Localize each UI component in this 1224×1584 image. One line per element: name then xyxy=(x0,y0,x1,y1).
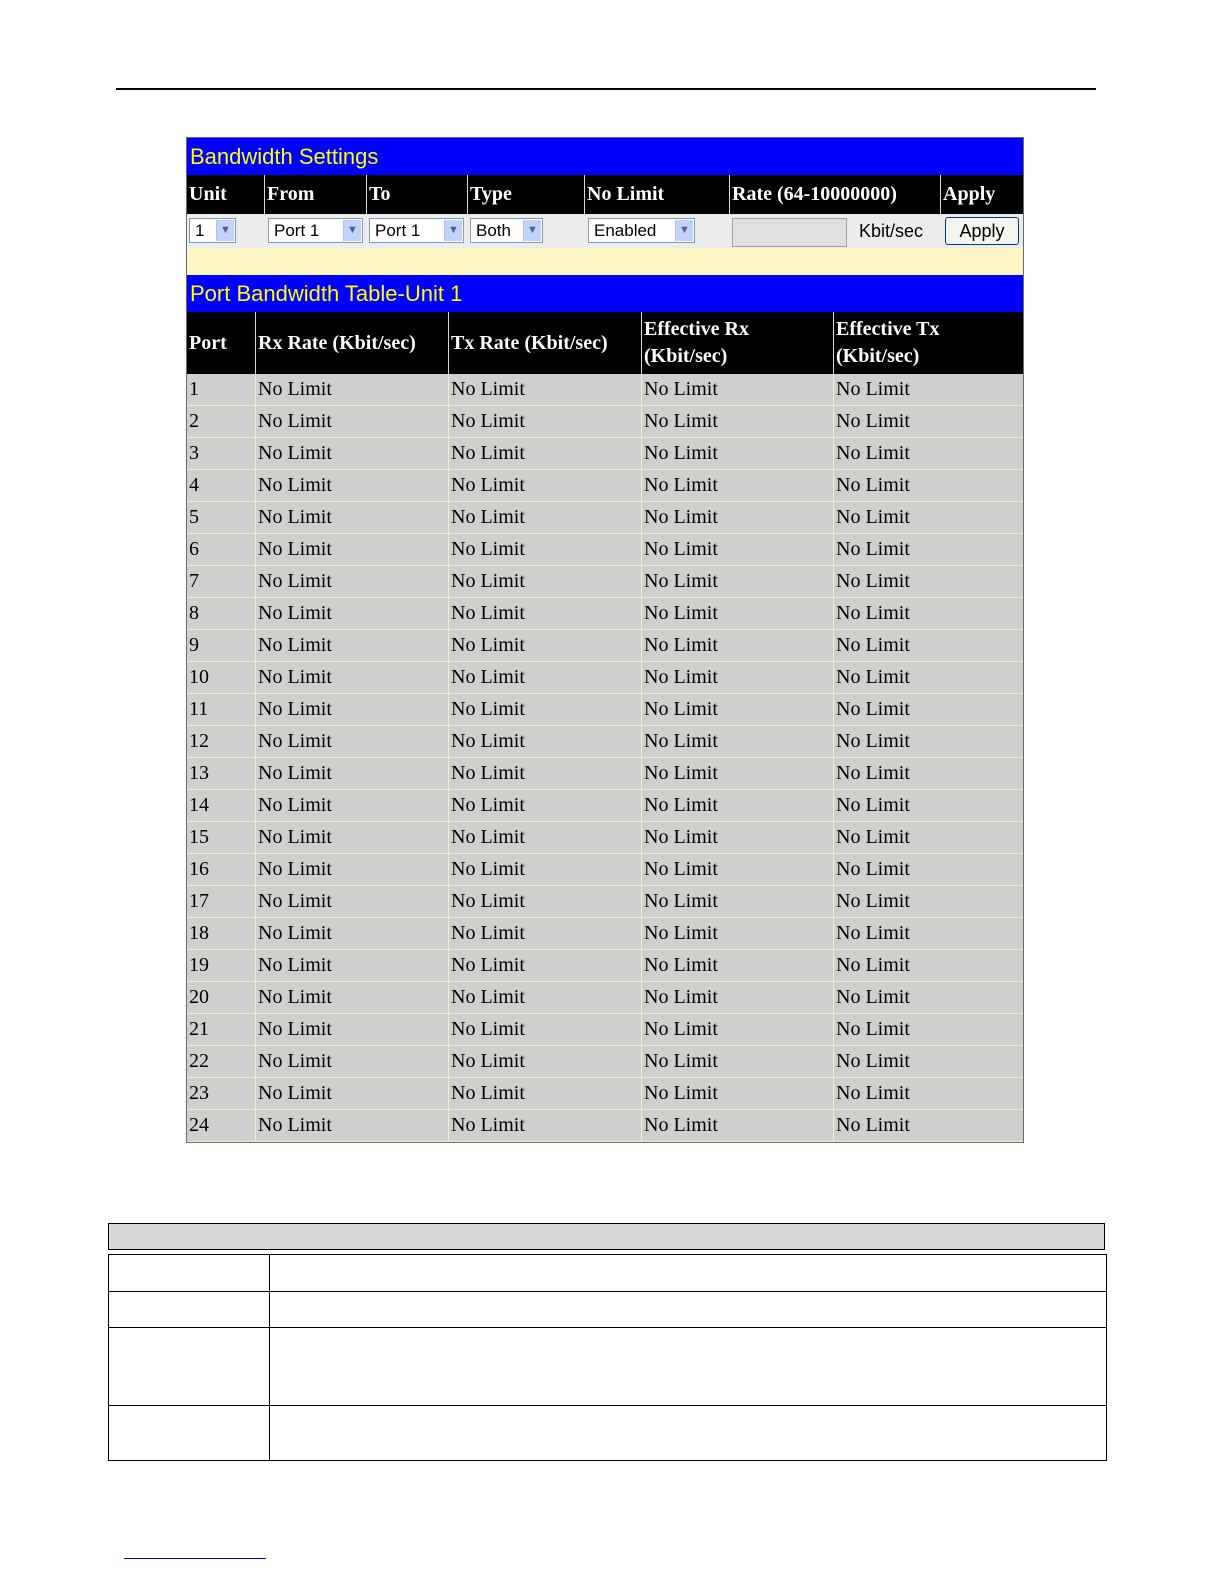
description-term-cell xyxy=(109,1292,270,1327)
effective-rx-cell: No Limit xyxy=(642,758,834,789)
tx-rate-cell: No Limit xyxy=(449,374,642,405)
table-row xyxy=(187,502,1023,534)
from-port-select[interactable] xyxy=(268,218,363,243)
table-row xyxy=(187,598,1023,630)
rx-rate-cell: No Limit xyxy=(256,758,449,789)
settings-control-row xyxy=(187,214,1023,248)
effective-rx-cell: No Limit xyxy=(642,726,834,757)
effective-rx-cell: No Limit xyxy=(642,502,834,533)
effective-tx-cell: No Limit xyxy=(836,698,910,720)
effective-tx-cell: No Limit xyxy=(836,826,910,848)
header-port: Port xyxy=(187,312,256,374)
description-term-cell xyxy=(109,1406,270,1460)
effective-tx-cell: No Limit xyxy=(836,858,910,880)
rx-rate-cell: No Limit xyxy=(256,662,449,693)
tx-rate-cell: No Limit xyxy=(449,438,642,469)
effective-tx-cell: No Limit xyxy=(836,1018,910,1040)
rx-rate-cell: No Limit xyxy=(256,1014,449,1045)
tx-rate-cell: No Limit xyxy=(449,470,642,501)
rx-rate-cell: No Limit xyxy=(256,470,449,501)
tx-rate-cell: No Limit xyxy=(449,758,642,789)
rx-rate-cell: No Limit xyxy=(256,1046,449,1077)
tx-rate-cell: No Limit xyxy=(449,534,642,565)
chevron-down-icon: ▼ xyxy=(444,220,462,241)
port-cell: 17 xyxy=(187,886,256,917)
rx-rate-cell: No Limit xyxy=(256,630,449,661)
table-row xyxy=(187,854,1023,886)
table-row xyxy=(187,1078,1023,1110)
rx-rate-cell: No Limit xyxy=(256,534,449,565)
table-row xyxy=(187,374,1023,406)
effective-tx-cell: No Limit xyxy=(836,762,910,784)
no-limit-value: Enabled xyxy=(594,221,657,240)
apply-button[interactable]: Apply xyxy=(945,217,1019,245)
table-row xyxy=(187,726,1023,758)
table-row xyxy=(187,982,1023,1014)
tx-rate-cell: No Limit xyxy=(449,918,642,949)
tx-rate-cell: No Limit xyxy=(449,694,642,725)
tx-rate-cell: No Limit xyxy=(449,950,642,981)
port-cell: 7 xyxy=(187,566,256,597)
tx-rate-cell: No Limit xyxy=(449,726,642,757)
description-row xyxy=(109,1291,1106,1327)
header-no-limit: No Limit xyxy=(585,175,730,214)
effective-rx-cell: No Limit xyxy=(642,886,834,917)
tx-rate-cell: No Limit xyxy=(449,1014,642,1045)
table-row xyxy=(187,886,1023,918)
type-select[interactable] xyxy=(470,218,543,243)
chevron-down-icon: ▼ xyxy=(343,220,361,241)
tx-rate-cell: No Limit xyxy=(449,1078,642,1109)
effective-rx-cell: No Limit xyxy=(642,662,834,693)
effective-rx-cell: No Limit xyxy=(642,598,834,629)
chevron-down-icon: ▼ xyxy=(675,220,693,241)
tx-rate-cell: No Limit xyxy=(449,502,642,533)
effective-rx-cell: No Limit xyxy=(642,374,834,405)
header-effective-rx: Effective Rx (Kbit/sec) xyxy=(642,312,834,374)
header-rate: Rate (64-10000000) xyxy=(730,175,941,214)
effective-tx-cell: No Limit xyxy=(836,1114,910,1136)
tx-rate-cell: No Limit xyxy=(449,886,642,917)
table-row xyxy=(187,406,1023,438)
tx-rate-cell: No Limit xyxy=(449,854,642,885)
effective-tx-cell: No Limit xyxy=(836,378,910,400)
unit-select[interactable] xyxy=(189,218,236,243)
page-top-rule xyxy=(116,88,1096,90)
port-bandwidth-table xyxy=(187,374,1023,1142)
port-cell: 24 xyxy=(187,1110,256,1141)
footer-link-rule xyxy=(124,1558,266,1559)
tx-rate-cell: No Limit xyxy=(449,790,642,821)
port-cell: 11 xyxy=(187,694,256,725)
port-cell: 5 xyxy=(187,502,256,533)
to-port-select[interactable] xyxy=(369,218,464,243)
port-cell: 13 xyxy=(187,758,256,789)
tx-rate-cell: No Limit xyxy=(449,662,642,693)
effective-rx-cell: No Limit xyxy=(642,790,834,821)
header-apply: Apply xyxy=(943,183,996,205)
effective-rx-cell: No Limit xyxy=(642,630,834,661)
effective-tx-cell: No Limit xyxy=(836,1082,910,1104)
tx-rate-cell: No Limit xyxy=(449,1110,642,1141)
decorative-pattern-row xyxy=(187,248,1023,275)
rx-rate-cell: No Limit xyxy=(256,438,449,469)
tx-rate-cell: No Limit xyxy=(449,406,642,437)
port-cell: 19 xyxy=(187,950,256,981)
rx-rate-cell: No Limit xyxy=(256,1110,449,1141)
table-row xyxy=(187,566,1023,598)
effective-tx-cell: No Limit xyxy=(836,506,910,528)
unit-select-value: 1 xyxy=(195,221,205,240)
tx-rate-cell: No Limit xyxy=(449,566,642,597)
header-effective-tx: Effective Tx (Kbit/sec) xyxy=(836,318,940,367)
effective-rx-cell: No Limit xyxy=(642,1110,834,1141)
port-cell: 3 xyxy=(187,438,256,469)
port-cell: 9 xyxy=(187,630,256,661)
effective-tx-cell: No Limit xyxy=(836,922,910,944)
port-cell: 21 xyxy=(187,1014,256,1045)
effective-tx-cell: No Limit xyxy=(836,666,910,688)
bandwidth-panel xyxy=(186,137,1024,1143)
effective-tx-cell: No Limit xyxy=(836,1050,910,1072)
table-row xyxy=(187,950,1023,982)
rx-rate-cell: No Limit xyxy=(256,822,449,853)
rx-rate-cell: No Limit xyxy=(256,790,449,821)
effective-tx-cell: No Limit xyxy=(836,602,910,624)
effective-rx-cell: No Limit xyxy=(642,982,834,1013)
header-from: From xyxy=(265,175,367,214)
description-table-header xyxy=(108,1223,1105,1250)
table-row xyxy=(187,630,1023,662)
table-row xyxy=(187,758,1023,790)
effective-tx-cell: No Limit xyxy=(836,634,910,656)
description-table xyxy=(108,1254,1107,1461)
effective-rx-cell: No Limit xyxy=(642,1046,834,1077)
effective-tx-cell: No Limit xyxy=(836,442,910,464)
rx-rate-cell: No Limit xyxy=(256,694,449,725)
effective-rx-cell: No Limit xyxy=(642,566,834,597)
effective-tx-cell: No Limit xyxy=(836,890,910,912)
rx-rate-cell: No Limit xyxy=(256,566,449,597)
description-term-cell xyxy=(109,1255,270,1291)
port-cell: 12 xyxy=(187,726,256,757)
table-row xyxy=(187,694,1023,726)
port-cell: 2 xyxy=(187,406,256,437)
effective-tx-cell: No Limit xyxy=(836,794,910,816)
table-row xyxy=(187,662,1023,694)
rx-rate-cell: No Limit xyxy=(256,502,449,533)
effective-tx-cell: No Limit xyxy=(836,986,910,1008)
header-tx-rate: Tx Rate (Kbit/sec) xyxy=(449,312,642,374)
effective-rx-cell: No Limit xyxy=(642,950,834,981)
description-row xyxy=(109,1327,1106,1405)
port-cell: 10 xyxy=(187,662,256,693)
effective-tx-cell: No Limit xyxy=(836,570,910,592)
effective-rx-cell: No Limit xyxy=(642,854,834,885)
header-rx-rate: Rx Rate (Kbit/sec) xyxy=(256,312,449,374)
port-cell: 4 xyxy=(187,470,256,501)
rx-rate-cell: No Limit xyxy=(256,854,449,885)
effective-rx-cell: No Limit xyxy=(642,1014,834,1045)
table-row xyxy=(187,1046,1023,1078)
table-row xyxy=(187,918,1023,950)
port-cell: 18 xyxy=(187,918,256,949)
tx-rate-cell: No Limit xyxy=(449,822,642,853)
rx-rate-cell: No Limit xyxy=(256,726,449,757)
port-cell: 8 xyxy=(187,598,256,629)
tx-rate-cell: No Limit xyxy=(449,630,642,661)
effective-tx-cell: No Limit xyxy=(836,410,910,432)
effective-rx-cell: No Limit xyxy=(642,1078,834,1109)
table-row xyxy=(187,822,1023,854)
effective-rx-cell: No Limit xyxy=(642,918,834,949)
effective-tx-cell: No Limit xyxy=(836,730,910,752)
port-cell: 20 xyxy=(187,982,256,1013)
table-row xyxy=(187,534,1023,566)
port-table-header-row xyxy=(187,312,1023,374)
port-cell: 6 xyxy=(187,534,256,565)
rx-rate-cell: No Limit xyxy=(256,886,449,917)
effective-rx-cell: No Limit xyxy=(642,534,834,565)
header-to: To xyxy=(367,175,468,214)
table-row xyxy=(187,1014,1023,1046)
description-row xyxy=(109,1405,1106,1460)
table-row xyxy=(187,790,1023,822)
port-cell: 14 xyxy=(187,790,256,821)
type-value: Both xyxy=(476,221,511,240)
effective-tx-cell: No Limit xyxy=(836,474,910,496)
rx-rate-cell: No Limit xyxy=(256,1078,449,1109)
header-type: Type xyxy=(468,175,585,214)
rx-rate-cell: No Limit xyxy=(256,598,449,629)
port-cell: 16 xyxy=(187,854,256,885)
bandwidth-settings-title: Bandwidth Settings xyxy=(187,138,1023,175)
port-cell: 22 xyxy=(187,1046,256,1077)
header-unit: Unit xyxy=(187,175,265,214)
effective-rx-cell: No Limit xyxy=(642,470,834,501)
tx-rate-cell: No Limit xyxy=(449,598,642,629)
tx-rate-cell: No Limit xyxy=(449,982,642,1013)
description-row xyxy=(109,1255,1106,1291)
table-row xyxy=(187,438,1023,470)
table-row xyxy=(187,1110,1023,1142)
settings-header-row xyxy=(187,175,1023,214)
chevron-down-icon: ▼ xyxy=(216,220,234,241)
rx-rate-cell: No Limit xyxy=(256,918,449,949)
effective-rx-cell: No Limit xyxy=(642,694,834,725)
table-row xyxy=(187,470,1023,502)
port-bandwidth-table-title: Port Bandwidth Table-Unit 1 xyxy=(187,275,1023,312)
from-port-value: Port 1 xyxy=(274,221,320,240)
port-cell: 23 xyxy=(187,1078,256,1109)
rx-rate-cell: No Limit xyxy=(256,982,449,1013)
rx-rate-cell: No Limit xyxy=(256,950,449,981)
port-cell: 1 xyxy=(187,374,256,405)
rate-input[interactable] xyxy=(732,218,847,247)
rx-rate-cell: No Limit xyxy=(256,374,449,405)
effective-tx-cell: No Limit xyxy=(836,538,910,560)
tx-rate-cell: No Limit xyxy=(449,1046,642,1077)
no-limit-select[interactable] xyxy=(588,218,695,243)
rx-rate-cell: No Limit xyxy=(256,406,449,437)
rate-unit-label: Kbit/sec xyxy=(859,221,924,241)
effective-rx-cell: No Limit xyxy=(642,406,834,437)
effective-rx-cell: No Limit xyxy=(642,822,834,853)
effective-tx-cell: No Limit xyxy=(836,954,910,976)
effective-rx-cell: No Limit xyxy=(642,438,834,469)
description-term-cell xyxy=(109,1328,270,1405)
to-port-value: Port 1 xyxy=(375,221,421,240)
port-cell: 15 xyxy=(187,822,256,853)
chevron-down-icon: ▼ xyxy=(523,220,541,241)
